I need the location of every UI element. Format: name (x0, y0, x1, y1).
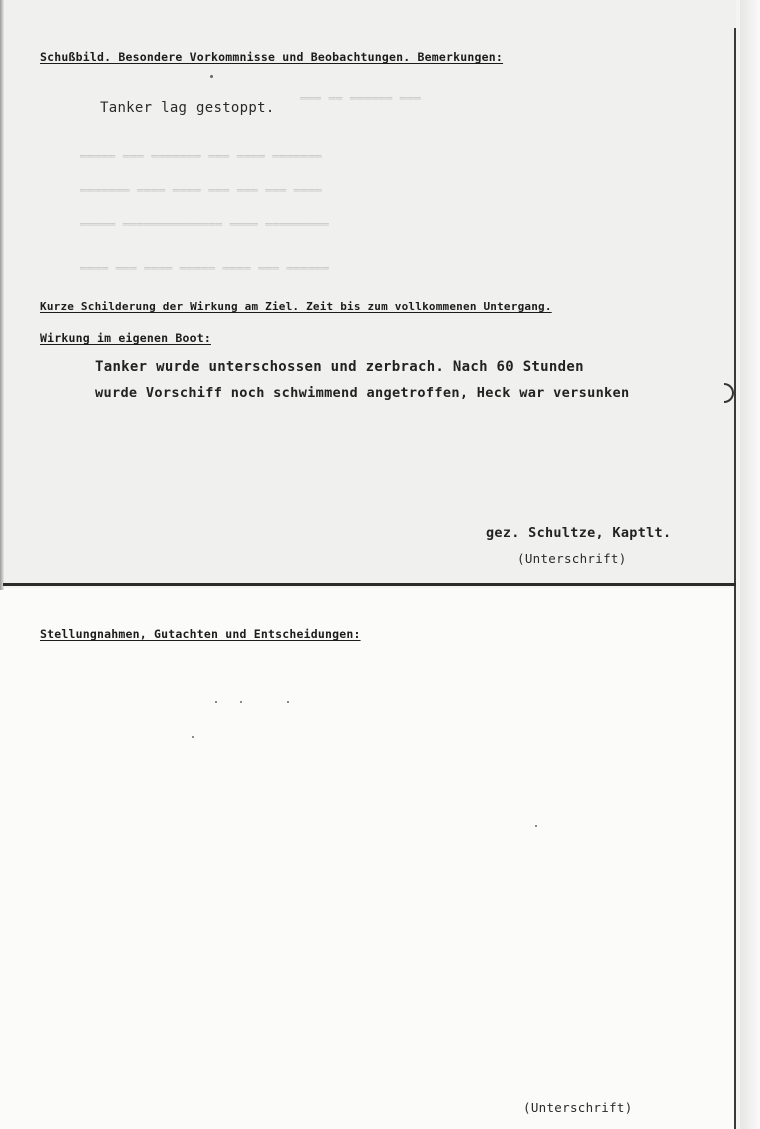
show-through-texture: ════ ═══ ════ ═════ ════ ═══ ══════ (80, 262, 330, 275)
show-through-texture: ═══ ══ ══════ ═══ (300, 92, 422, 105)
ink-speck (192, 736, 194, 738)
ink-speck (210, 75, 213, 78)
section-heading-effect-on-boat: Wirkung im eigenen Boot: (40, 331, 211, 345)
form-right-border (734, 28, 736, 1129)
signature-label: (Unterschrift) (517, 551, 627, 566)
signature-name: gez. Schultze, Kaptlt. (486, 525, 672, 541)
effect-description-line-1: Tanker wurde unterschossen und zerbrach. Nach 60 Stunden (95, 359, 584, 375)
report-lower-section (0, 588, 736, 1129)
show-through-texture: ═════ ══════════════ ════ ═════════ (80, 218, 330, 231)
left-page-shadow (0, 0, 4, 590)
observation-note: Tanker lag gestoppt. (100, 100, 275, 116)
section-heading-effect-on-target: Kurze Schilderung der Wirkung am Ziel. Zeit bis zum vollkommenen Untergang. (40, 300, 552, 313)
page-edge-margin (740, 0, 760, 1129)
ink-speck (215, 701, 217, 703)
section-heading-statements: Stellungnahmen, Gutachten und Entscheidungen: (40, 627, 361, 641)
show-through-texture: ═══════ ════ ════ ═══ ═══ ═══ ════ (80, 184, 323, 197)
section-heading-observations: Schußbild. Besondere Vorkommnisse und Beobachtungen. Bemerkungen: (40, 50, 504, 64)
show-through-texture: ═════ ═══ ═══════ ═══ ════ ═══════ (80, 150, 323, 163)
section-divider-line (3, 583, 736, 586)
ink-speck (240, 701, 242, 703)
effect-description-line-2: wurde Vorschiff noch schwimmend angetroffen, Heck war versunken (95, 385, 630, 401)
ink-speck (287, 701, 289, 703)
signature-label-lower: (Unterschrift) (523, 1100, 633, 1115)
ink-speck (535, 825, 537, 827)
